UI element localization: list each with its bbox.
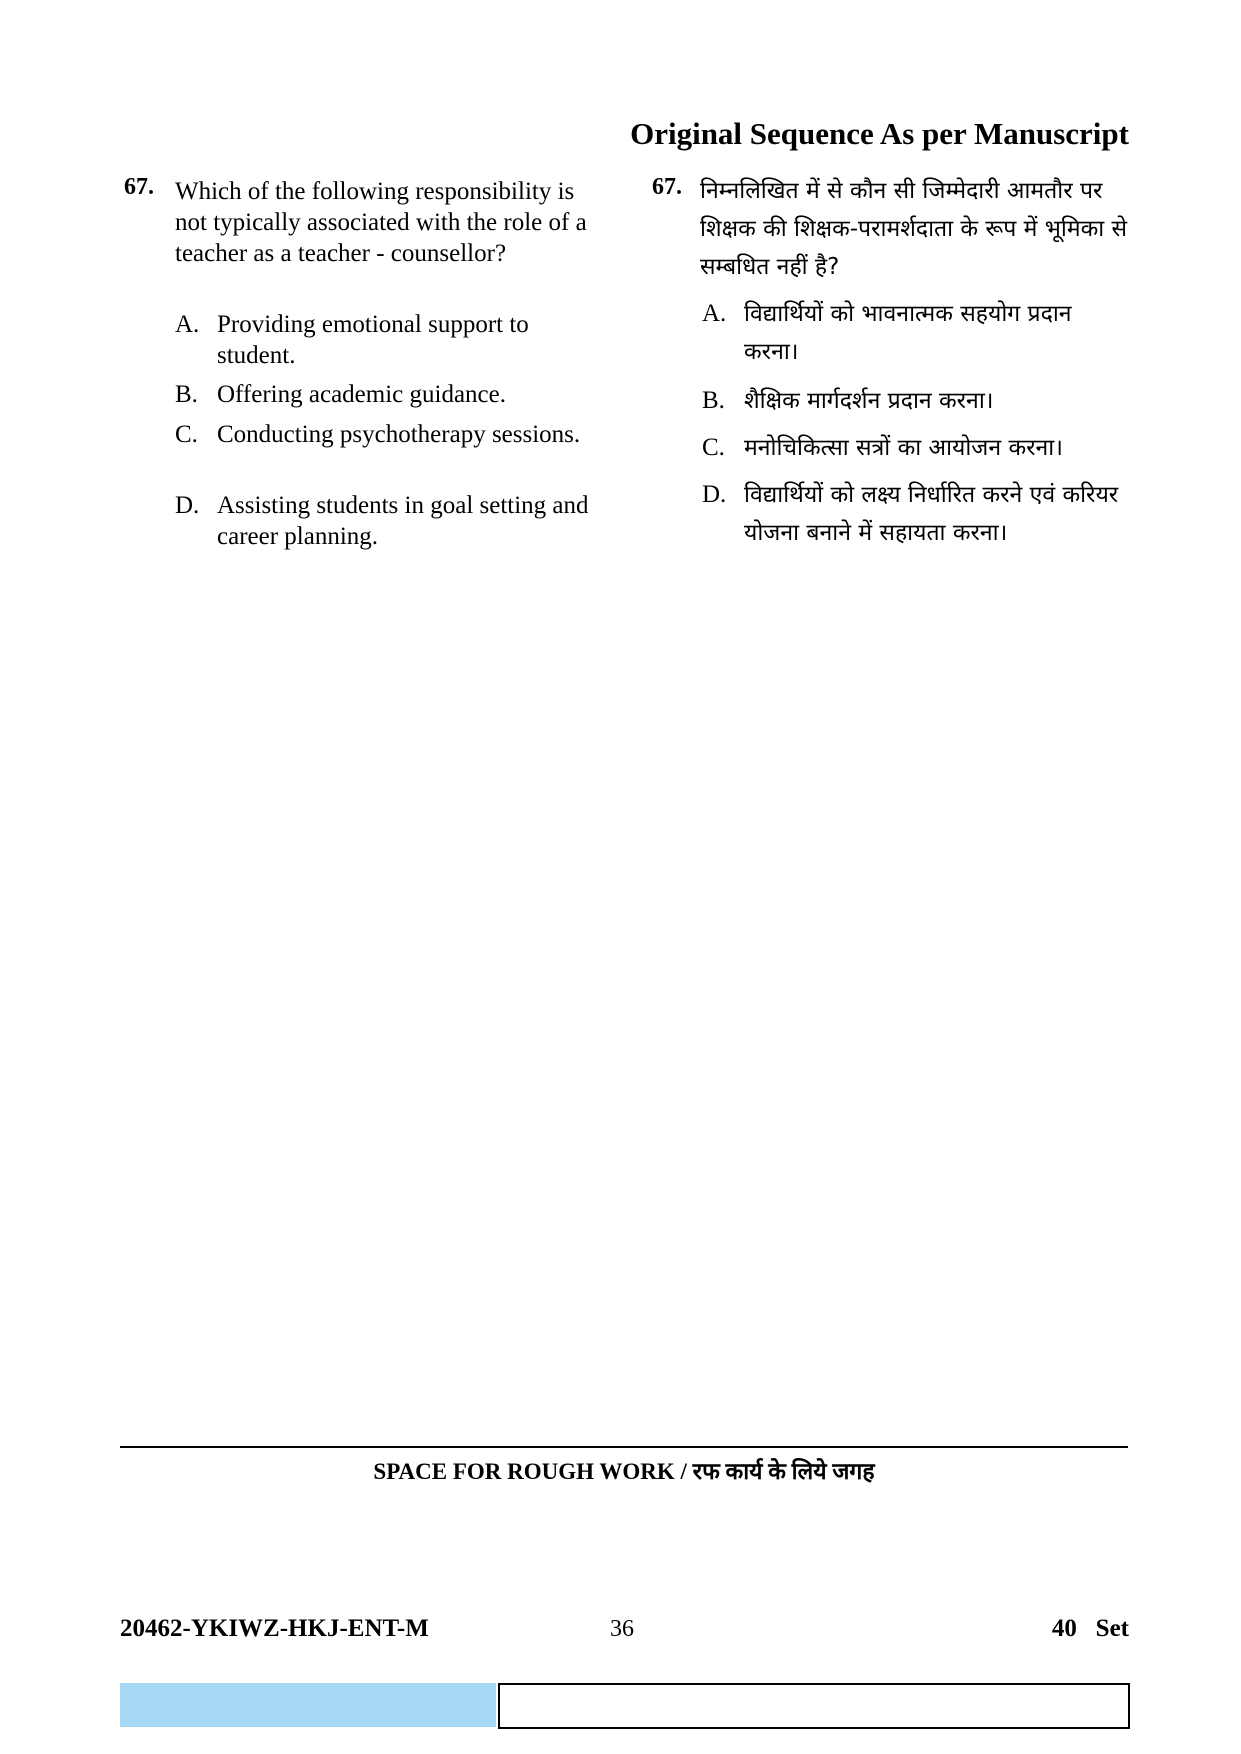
option-text: शैक्षिक मार्गदर्शन प्रदान करना। xyxy=(744,388,994,414)
option-label: C. xyxy=(702,434,725,461)
divider-line xyxy=(120,1446,1128,1448)
rough-work-label: SPACE FOR ROUGH WORK / रफ कार्य के लिये जगह xyxy=(373,1459,875,1484)
option-label: D. xyxy=(175,492,200,519)
option-text: Providing emotional support to student. xyxy=(217,311,529,369)
question-text: निम्नलिखित में से कौन सी जिम्मेदारी आमतौर पर शिक्षक की शिक्षक-परामर्शदाता के रूप में भूमिका से सम्बधित नहीं है? xyxy=(700,178,1128,280)
question-number: 67. xyxy=(124,174,154,200)
option-label: A. xyxy=(702,300,727,327)
option-d xyxy=(702,476,1122,552)
question-number: 67. xyxy=(652,174,682,200)
option-label: B. xyxy=(702,387,725,414)
option-text: विद्यार्थियों को भावनात्मक सहयोग प्रदान करना। xyxy=(744,301,1072,365)
option-d xyxy=(175,490,595,552)
option-label: D. xyxy=(702,481,727,508)
option-c xyxy=(175,419,595,450)
footer-color-bar xyxy=(120,1683,496,1727)
set-label: 40 Set xyxy=(1051,1615,1129,1642)
option-text: Assisting students in goal setting and career planning. xyxy=(217,492,589,550)
option-label: B. xyxy=(175,381,198,408)
option-text: Offering academic guidance. xyxy=(217,381,506,408)
footer-outline-box xyxy=(498,1683,1130,1729)
page-number: 36 xyxy=(610,1616,634,1642)
option-b xyxy=(175,379,595,410)
page-title: Original Sequence As per Manuscript xyxy=(630,116,1129,151)
option-text: मनोचिकित्सा सत्रों का आयोजन करना। xyxy=(744,435,1063,461)
option-a xyxy=(702,295,1122,371)
paper-code: 20462-YKIWZ-HKJ-ENT-M xyxy=(120,1615,429,1642)
option-b xyxy=(702,382,1122,420)
option-label: A. xyxy=(175,311,200,338)
option-label: C. xyxy=(175,421,198,448)
option-a xyxy=(175,309,595,371)
option-c xyxy=(702,429,1122,467)
option-text: विद्यार्थियों को लक्ष्य निर्धारित करने एवं करियर योजना बनाने में सहायता करना। xyxy=(744,482,1119,546)
question-text: Which of the following responsibility is not typically associated with the role of a teacher as a teacher - counsellor? xyxy=(175,178,587,267)
option-text: Conducting psychotherapy sessions. xyxy=(217,421,581,448)
